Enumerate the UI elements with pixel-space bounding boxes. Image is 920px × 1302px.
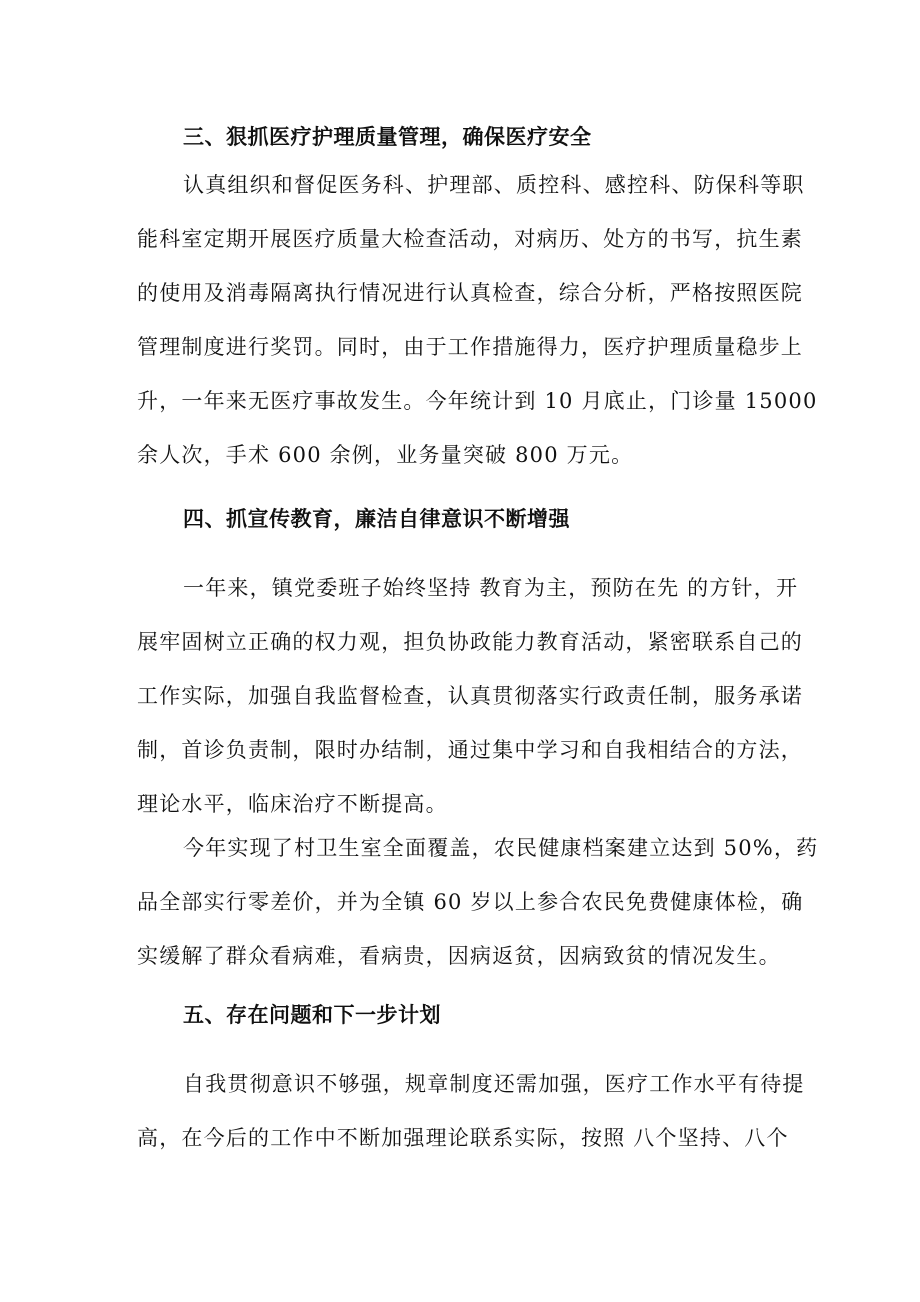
section-heading-5: 五、存在问题和下一步计划 bbox=[183, 1002, 441, 1027]
text-line: 自我贯彻意识不够强，规章制度还需加强，医疗工作水平有待提 bbox=[183, 1072, 805, 1096]
section-heading-3: 三、狠抓医疗护理质量管理，确保医疗安全 bbox=[183, 124, 592, 149]
text-line: 工作实际，加强自我监督检查，认真贯彻落实行政责任制，服务承诺 bbox=[137, 684, 803, 708]
text-line: 管理制度进行奖罚。同时，由于工作措施得力，医疗护理质量稳步上 bbox=[137, 335, 803, 359]
text-line: 展牢固树立正确的权力观，担负协政能力教育活动，紧密联系自己的 bbox=[137, 630, 803, 654]
text-line: 升，一年来无医疗事故发生。今年统计到 10 月底止，门诊量 15000 bbox=[137, 389, 818, 413]
text-line: 的使用及消毒隔离执行情况进行认真检查，综合分析，严格按照医院 bbox=[137, 281, 803, 305]
text-line: 余人次，手术 600 余例，业务量突破 800 万元。 bbox=[137, 443, 634, 467]
text-line: 理论水平，临床治疗不断提高。 bbox=[137, 792, 448, 816]
text-line: 高，在今后的工作中不断加强理论联系实际，按照 八个坚持、八个 bbox=[137, 1126, 789, 1150]
text-line: 一年来，镇党委班子始终坚持 教育为主，预防在先 的方针，开 bbox=[183, 576, 799, 600]
text-line: 能科室定期开展医疗质量大检查活动，对病历、处方的书写，抗生素 bbox=[137, 227, 803, 251]
text-line: 认真组织和督促医务科、护理部、质控科、感控科、防保科等职 bbox=[183, 173, 805, 197]
text-line: 制，首诊负责制，限时办结制，通过集中学习和自我相结合的方法， bbox=[137, 738, 803, 762]
text-line: 品全部实行零差价，并为全镇 60 岁以上参合农民免费健康体检，确 bbox=[137, 890, 804, 914]
text-line: 今年实现了村卫生室全面覆盖，农民健康档案建立达到 50%，药 bbox=[183, 836, 819, 860]
section-heading-4: 四、抓宣传教育，廉洁自律意识不断增强 bbox=[183, 506, 570, 531]
text-line: 实缓解了群众看病难，看病贵，因病返贫，因病致贫的情况发生。 bbox=[137, 944, 781, 968]
